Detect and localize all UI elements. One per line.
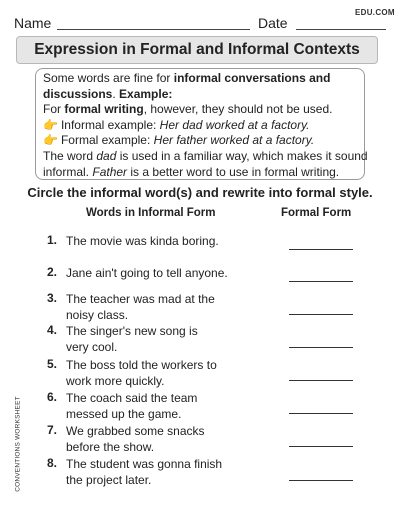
answer-line[interactable] (289, 380, 353, 381)
pointing-hand-icon: 👉 (43, 133, 58, 148)
info-line-7: informal. Father is a better word to use in formal writing. (43, 164, 340, 179)
answer-line[interactable] (289, 347, 353, 348)
question-text: We grabbed some snacks before the show. (66, 424, 205, 454)
answer-line[interactable] (289, 249, 353, 250)
question-number: 1. (46, 233, 57, 247)
question-text: The movie was kinda boring. (66, 234, 219, 248)
formal-example-line: 👉 Formal example: Her father worked at a factory. (43, 133, 315, 148)
name-field[interactable] (57, 29, 250, 30)
page-title: Expression in Formal and Informal Contexts (34, 41, 360, 58)
answer-line[interactable] (289, 281, 353, 282)
column-header-formal: Formal Form (281, 207, 352, 219)
question-number: 4. (46, 323, 57, 337)
question-number: 2. (46, 265, 57, 279)
answer-line[interactable] (289, 314, 353, 315)
column-header-informal: Words in Informal Form (86, 207, 216, 219)
info-line-2: discussions. Example: (43, 86, 173, 101)
question-text: The singer's new song is very cool. (66, 324, 198, 354)
question-number: 7. (46, 423, 57, 437)
info-line-1: Some words are fine for informal conversations and (43, 71, 331, 85)
info-line-3: For formal writing, however, they should not be used. (43, 102, 333, 117)
question-text: The student was gonna finish the project later. (66, 457, 223, 487)
question-text: Jane ain't going to tell anyone. (66, 266, 228, 280)
info-line-6: The word dad is used in a familiar way, which makes it sound (43, 148, 368, 163)
brand-logo: EDU.COM (355, 8, 395, 17)
side-label: CONVENTIONS WORKSHEET (14, 396, 22, 492)
informal-example-line: 👉 Informal example: Her dad worked at a factory. (43, 117, 310, 132)
pointing-hand-icon: 👉 (43, 117, 58, 132)
instruction: Circle the informal word(s) and rewrite into formal style. (27, 185, 373, 200)
answer-line[interactable] (289, 413, 353, 414)
answer-line[interactable] (289, 480, 353, 481)
date-field[interactable] (296, 29, 386, 30)
name-label: Name (14, 15, 52, 31)
question-number: 3. (46, 291, 57, 305)
question-number: 6. (46, 390, 57, 404)
question-number: 8. (46, 456, 57, 470)
info-box (35, 68, 368, 180)
title-bar (16, 36, 378, 64)
date-label: Date (258, 15, 288, 31)
question-number: 5. (46, 357, 57, 371)
question-text: The teacher was mad at the noisy class. (66, 292, 215, 322)
question-text: The coach said the team messed up the game. (66, 391, 198, 421)
question-text: The boss told the workers to work more quickly. (66, 358, 217, 388)
answer-line[interactable] (289, 446, 353, 447)
